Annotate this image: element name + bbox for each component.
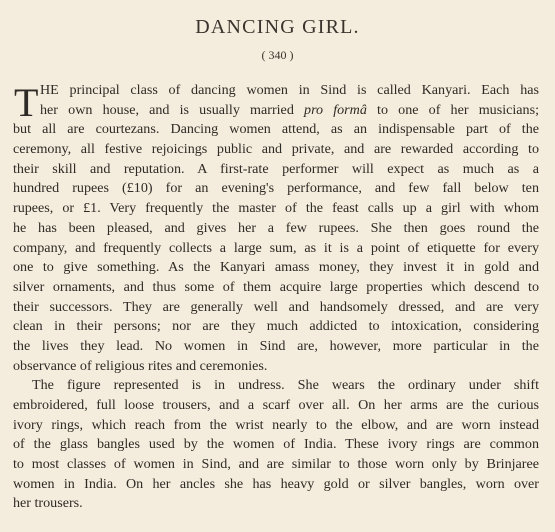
text-line: one to give something. As the Kanyari amass money, they invest it in gold and — [13, 259, 539, 276]
text-line: company, and frequently collects a large sum, as it is a point of etiquette for every — [13, 239, 539, 256]
text-line: of the glass bangles used by the women of India. These ivory rings are common — [13, 436, 539, 453]
text-line: their skill and reputation. A first-rate performer will expect as much as a — [13, 160, 539, 177]
text-line: observance of religious rites and ceremonies. — [13, 357, 268, 374]
page-title: DANCING GIRL. — [195, 16, 360, 38]
text-line: ceremony, all festive rejoicings public and private, and are rewarded according to — [13, 141, 539, 158]
page-number: ( 340 ) — [261, 48, 294, 62]
text-line: embroidered, full loose trousers, and a scarf over all. On her arms are the curious — [13, 397, 539, 413]
text-line: to most classes of women in Sind, and are similar to those worn only by Brinjaree — [13, 456, 539, 473]
text-line: The figure represented is in undress. She wears the ordinary under shift — [32, 377, 539, 394]
text-line: but all are courtezans. Dancing women attend, as an indispensable part of the — [13, 121, 539, 138]
italic-phrase: pro formâ — [304, 101, 367, 118]
paragraph-2 — [13, 376, 539, 514]
text-line: women in India. On her ancles she has heavy gold or silver bangles, worn over — [13, 475, 539, 492]
text-line: he has been pleased, and gives her a few rupees. She then goes round the — [13, 219, 539, 236]
text-line: ivory rings, which reach from the wrist nearly to the elbow, and are worn instead — [13, 416, 539, 433]
body-text — [13, 81, 539, 514]
drop-cap: T — [14, 80, 39, 125]
text-line: her own house, and is usually married pro formâ to one of her musicians; — [40, 101, 539, 118]
text-line: HE principal class of dancing women in Sind is called Kanyari. Each has — [40, 82, 539, 98]
text-line: hundred rupees (£10) for an evening's performance, and few fall below ten — [13, 180, 539, 197]
text-line: the lives they lead. No women in Sind are, however, more particular in the — [13, 337, 539, 354]
text-line: clean in their persons; nor are they much addicted to intoxication, considering — [13, 318, 539, 335]
text-line: their successors. They are generally well and handsomely dressed, and are very — [13, 298, 539, 315]
text-line: rupees, or £1. Very frequently the master of the feast calls up a girl with whom — [13, 200, 539, 217]
text-line: silver ornaments, and thus some of them acquire large properties which descend to — [13, 278, 539, 295]
paragraph-1 — [13, 81, 539, 376]
text-line: her trousers. — [13, 495, 83, 512]
